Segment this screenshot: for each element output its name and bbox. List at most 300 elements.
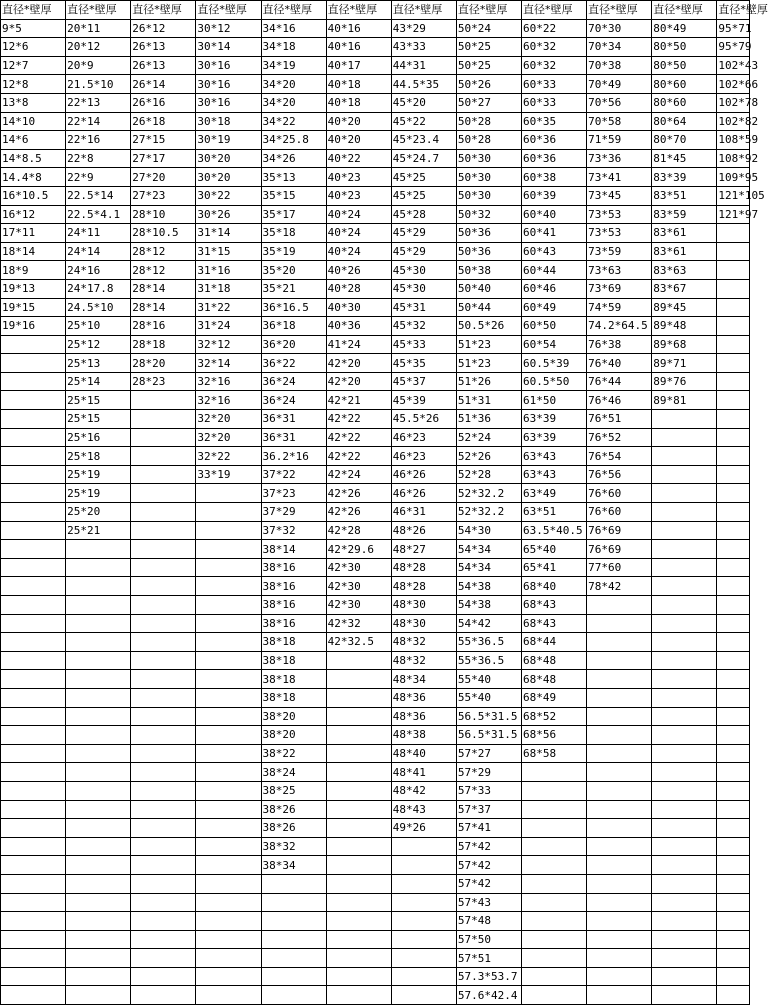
table-cell	[717, 521, 750, 540]
table-cell: 60*36	[522, 149, 587, 168]
table-cell	[66, 893, 131, 912]
table-cell: 40*18	[326, 75, 391, 94]
table-cell	[196, 930, 261, 949]
table-cell	[66, 912, 131, 931]
table-cell: 48*36	[391, 707, 456, 726]
table-cell	[131, 726, 196, 745]
table-cell: 38*18	[261, 688, 326, 707]
table-cell: 54*34	[456, 558, 521, 577]
table-cell: 40*17	[326, 56, 391, 75]
table-cell	[326, 874, 391, 893]
table-cell	[326, 688, 391, 707]
table-cell: 24*17.8	[66, 279, 131, 298]
table-cell: 24*14	[66, 242, 131, 261]
table-cell: 42*30	[326, 577, 391, 596]
table-cell: 65*41	[522, 558, 587, 577]
table-cell: 108*59	[717, 131, 750, 150]
table-cell	[717, 261, 750, 280]
table-cell	[717, 484, 750, 503]
table-cell: 37*22	[261, 465, 326, 484]
table-cell: 28*16	[131, 317, 196, 336]
table-cell	[717, 819, 750, 838]
table-cell: 73*63	[587, 261, 652, 280]
table-cell: 38*32	[261, 837, 326, 856]
column-header: 直径*壁厚	[131, 1, 196, 20]
table-cell: 60*41	[522, 224, 587, 243]
table-cell	[1, 558, 66, 577]
table-cell: 57*41	[456, 819, 521, 838]
table-cell	[131, 651, 196, 670]
table-cell: 26*13	[131, 56, 196, 75]
table-cell: 52*24	[456, 428, 521, 447]
table-cell: 37*32	[261, 521, 326, 540]
table-cell	[587, 633, 652, 652]
table-cell: 45*30	[391, 279, 456, 298]
table-cell: 40*24	[326, 205, 391, 224]
table-cell: 51*23	[456, 335, 521, 354]
table-cell	[717, 298, 750, 317]
table-cell: 45*32	[391, 317, 456, 336]
table-cell	[326, 707, 391, 726]
table-cell	[652, 447, 717, 466]
table-body	[1, 19, 765, 1004]
table-cell: 42*29.6	[326, 540, 391, 559]
table-cell: 63*43	[522, 447, 587, 466]
table-cell: 89*48	[652, 317, 717, 336]
table-cell: 83*59	[652, 205, 717, 224]
table-row	[1, 56, 750, 75]
table-cell	[717, 503, 750, 522]
table-cell: 34*19	[261, 56, 326, 75]
table-cell: 28*23	[131, 372, 196, 391]
table-cell	[66, 986, 131, 1005]
table-cell: 14*8.5	[1, 149, 66, 168]
table-cell	[131, 633, 196, 652]
table-cell: 54*34	[456, 540, 521, 559]
table-cell: 45*22	[391, 112, 456, 131]
table-cell: 73*36	[587, 149, 652, 168]
table-cell	[326, 912, 391, 931]
table-cell	[1, 391, 66, 410]
table-cell	[652, 577, 717, 596]
table-row	[1, 614, 750, 633]
table-cell	[196, 800, 261, 819]
table-cell: 45*28	[391, 205, 456, 224]
table-cell: 26*14	[131, 75, 196, 94]
table-cell: 48*40	[391, 744, 456, 763]
table-cell	[1, 372, 66, 391]
table-cell	[587, 707, 652, 726]
table-cell	[587, 670, 652, 689]
table-cell: 57.6*42.4	[456, 986, 521, 1005]
table-cell	[587, 874, 652, 893]
table-cell: 57*29	[456, 763, 521, 782]
table-cell	[131, 912, 196, 931]
table-cell: 19*15	[1, 298, 66, 317]
table-cell	[522, 949, 587, 968]
table-cell	[326, 930, 391, 949]
table-cell: 70*49	[587, 75, 652, 94]
table-cell	[587, 596, 652, 615]
table-cell	[717, 930, 750, 949]
table-cell: 57*37	[456, 800, 521, 819]
table-cell	[587, 856, 652, 875]
table-cell	[1, 503, 66, 522]
table-cell: 30*18	[196, 112, 261, 131]
table-cell: 25*19	[66, 484, 131, 503]
table-cell	[66, 744, 131, 763]
table-cell: 36*22	[261, 354, 326, 373]
table-cell	[1, 651, 66, 670]
table-cell: 55*40	[456, 688, 521, 707]
table-cell: 45*29	[391, 224, 456, 243]
table-row	[1, 726, 750, 745]
table-row	[1, 837, 750, 856]
table-cell	[326, 781, 391, 800]
table-cell: 60*36	[522, 131, 587, 150]
table-cell	[587, 930, 652, 949]
table-cell: 12*7	[1, 56, 66, 75]
table-cell: 68*48	[522, 670, 587, 689]
table-cell	[66, 577, 131, 596]
table-cell: 57*42	[456, 837, 521, 856]
table-cell: 38*18	[261, 633, 326, 652]
table-cell	[196, 503, 261, 522]
table-cell	[131, 577, 196, 596]
table-row	[1, 224, 750, 243]
table-cell: 89*76	[652, 372, 717, 391]
table-cell	[652, 819, 717, 838]
table-cell	[66, 726, 131, 745]
table-cell: 42*26	[326, 484, 391, 503]
table-cell: 80*50	[652, 38, 717, 57]
table-cell	[131, 874, 196, 893]
table-cell	[1, 930, 66, 949]
table-row	[1, 93, 750, 112]
table-cell	[66, 819, 131, 838]
table-cell	[717, 447, 750, 466]
table-cell	[522, 819, 587, 838]
table-cell	[196, 744, 261, 763]
table-cell	[652, 726, 717, 745]
table-cell: 25*14	[66, 372, 131, 391]
table-cell: 57*42	[456, 874, 521, 893]
table-cell	[131, 521, 196, 540]
table-cell: 76*44	[587, 372, 652, 391]
table-cell	[1, 800, 66, 819]
table-cell	[652, 688, 717, 707]
table-cell: 48*34	[391, 670, 456, 689]
table-row	[1, 391, 750, 410]
table-cell: 63.5*40.5	[522, 521, 587, 540]
table-cell: 42*22	[326, 428, 391, 447]
table-cell	[652, 912, 717, 931]
table-cell: 55*36.5	[456, 633, 521, 652]
table-cell: 22*9	[66, 168, 131, 187]
table-cell: 38*16	[261, 614, 326, 633]
table-cell: 25*20	[66, 503, 131, 522]
table-cell	[522, 837, 587, 856]
table-cell: 40*18	[326, 93, 391, 112]
table-row	[1, 819, 750, 838]
table-cell: 24*11	[66, 224, 131, 243]
table-row	[1, 893, 750, 912]
table-row	[1, 317, 750, 336]
table-cell: 63*39	[522, 428, 587, 447]
table-cell: 32*20	[196, 428, 261, 447]
table-cell: 48*30	[391, 596, 456, 615]
table-cell: 12*6	[1, 38, 66, 57]
table-cell: 38*16	[261, 577, 326, 596]
table-cell: 45*39	[391, 391, 456, 410]
table-cell	[522, 763, 587, 782]
table-cell: 38*26	[261, 800, 326, 819]
table-cell: 26*18	[131, 112, 196, 131]
table-cell: 51*23	[456, 354, 521, 373]
table-cell: 35*19	[261, 242, 326, 261]
table-cell	[1, 744, 66, 763]
table-cell	[717, 707, 750, 726]
table-cell: 50.5*26	[456, 317, 521, 336]
table-cell	[66, 837, 131, 856]
table-cell: 42*32.5	[326, 633, 391, 652]
table-cell: 60*46	[522, 279, 587, 298]
table-row	[1, 354, 750, 373]
table-cell	[652, 874, 717, 893]
table-row	[1, 688, 750, 707]
table-row	[1, 800, 750, 819]
table-cell: 35*13	[261, 168, 326, 187]
table-cell: 56.5*31.5	[456, 707, 521, 726]
table-cell: 43*29	[391, 19, 456, 38]
table-cell: 56.5*31.5	[456, 726, 521, 745]
table-cell: 81*45	[652, 149, 717, 168]
table-cell: 36*31	[261, 428, 326, 447]
table-row	[1, 242, 750, 261]
table-cell	[391, 837, 456, 856]
table-row	[1, 577, 750, 596]
table-cell	[66, 781, 131, 800]
table-cell: 30*20	[196, 168, 261, 187]
table-cell: 50*38	[456, 261, 521, 280]
table-cell: 76*38	[587, 335, 652, 354]
table-cell: 54*42	[456, 614, 521, 633]
table-cell	[1, 819, 66, 838]
table-cell	[326, 949, 391, 968]
table-cell	[652, 614, 717, 633]
table-cell: 57*51	[456, 949, 521, 968]
table-cell: 27*17	[131, 149, 196, 168]
table-cell: 60*44	[522, 261, 587, 280]
table-cell	[1, 781, 66, 800]
table-row	[1, 930, 750, 949]
table-cell: 63*49	[522, 484, 587, 503]
table-cell	[131, 763, 196, 782]
table-cell: 37*23	[261, 484, 326, 503]
table-cell: 51*36	[456, 410, 521, 429]
table-cell: 78*42	[587, 577, 652, 596]
table-cell	[196, 596, 261, 615]
table-cell: 14*6	[1, 131, 66, 150]
table-cell: 46*26	[391, 465, 456, 484]
table-cell	[587, 744, 652, 763]
table-cell	[652, 800, 717, 819]
table-cell: 76*51	[587, 410, 652, 429]
table-cell: 80*70	[652, 131, 717, 150]
table-cell	[196, 856, 261, 875]
table-cell: 9*5	[1, 19, 66, 38]
table-cell	[652, 410, 717, 429]
table-cell: 25*13	[66, 354, 131, 373]
table-cell	[1, 484, 66, 503]
table-cell: 57*33	[456, 781, 521, 800]
table-cell: 46*23	[391, 428, 456, 447]
table-cell	[196, 651, 261, 670]
table-cell: 60*39	[522, 186, 587, 205]
table-cell: 40*20	[326, 112, 391, 131]
table-cell: 36*24	[261, 391, 326, 410]
table-cell	[587, 614, 652, 633]
table-row	[1, 874, 750, 893]
table-cell: 65*40	[522, 540, 587, 559]
table-cell	[1, 447, 66, 466]
table-cell: 80*60	[652, 93, 717, 112]
table-cell	[652, 670, 717, 689]
table-cell: 45*37	[391, 372, 456, 391]
table-cell: 28*14	[131, 298, 196, 317]
table-cell	[131, 781, 196, 800]
table-cell: 40*23	[326, 168, 391, 187]
table-cell: 102*43	[717, 56, 750, 75]
table-cell: 54*38	[456, 577, 521, 596]
table-cell: 25*10	[66, 317, 131, 336]
table-cell: 83*63	[652, 261, 717, 280]
table-cell: 22*13	[66, 93, 131, 112]
table-cell	[131, 670, 196, 689]
table-cell	[131, 986, 196, 1005]
table-cell	[131, 967, 196, 986]
header-row	[1, 1, 750, 20]
table-cell: 45*25	[391, 168, 456, 187]
table-cell: 42*24	[326, 465, 391, 484]
table-cell: 80*64	[652, 112, 717, 131]
table-row	[1, 75, 750, 94]
table-cell: 40*16	[326, 19, 391, 38]
table-cell: 50*44	[456, 298, 521, 317]
table-cell	[1, 763, 66, 782]
table-cell: 76*69	[587, 540, 652, 559]
table-row	[1, 912, 750, 931]
table-cell: 35*20	[261, 261, 326, 280]
table-cell	[1, 856, 66, 875]
table-cell: 76*52	[587, 428, 652, 447]
table-cell	[717, 410, 750, 429]
table-cell	[652, 744, 717, 763]
table-cell	[522, 967, 587, 986]
table-cell	[391, 912, 456, 931]
table-cell	[391, 874, 456, 893]
table-cell	[717, 986, 750, 1005]
table-cell: 14.4*8	[1, 168, 66, 187]
table-row	[1, 596, 750, 615]
table-cell: 68*40	[522, 577, 587, 596]
table-cell: 31*16	[196, 261, 261, 280]
table-cell	[522, 856, 587, 875]
table-cell	[1, 465, 66, 484]
table-cell: 83*61	[652, 242, 717, 261]
table-cell: 42*28	[326, 521, 391, 540]
table-cell: 73*53	[587, 205, 652, 224]
table-row	[1, 651, 750, 670]
table-cell: 31*22	[196, 298, 261, 317]
table-cell: 18*14	[1, 242, 66, 261]
table-cell	[717, 837, 750, 856]
table-cell	[652, 558, 717, 577]
table-row	[1, 558, 750, 577]
table-cell	[196, 781, 261, 800]
table-cell: 32*16	[196, 372, 261, 391]
table-cell	[652, 781, 717, 800]
table-cell: 31*18	[196, 279, 261, 298]
table-cell: 32*12	[196, 335, 261, 354]
table-cell: 61*50	[522, 391, 587, 410]
table-cell: 30*19	[196, 131, 261, 150]
table-cell: 26*16	[131, 93, 196, 112]
table-cell	[717, 279, 750, 298]
table-row	[1, 131, 750, 150]
table-row	[1, 186, 750, 205]
table-cell: 27*15	[131, 131, 196, 150]
table-cell: 38*16	[261, 558, 326, 577]
table-cell: 42*30	[326, 596, 391, 615]
table-cell: 70*38	[587, 56, 652, 75]
table-cell	[717, 558, 750, 577]
table-cell: 60*50	[522, 317, 587, 336]
table-cell	[522, 800, 587, 819]
table-cell: 34*20	[261, 93, 326, 112]
table-cell: 42*30	[326, 558, 391, 577]
table-cell	[66, 670, 131, 689]
table-cell: 42*22	[326, 447, 391, 466]
table-cell	[1, 726, 66, 745]
table-cell	[652, 596, 717, 615]
table-cell: 26*12	[131, 19, 196, 38]
table-cell: 27*23	[131, 186, 196, 205]
table-cell: 48*43	[391, 800, 456, 819]
table-cell	[717, 317, 750, 336]
table-cell: 34*26	[261, 149, 326, 168]
table-cell	[326, 893, 391, 912]
table-row	[1, 261, 750, 280]
table-cell: 77*60	[587, 558, 652, 577]
table-cell: 30*16	[196, 75, 261, 94]
table-cell	[131, 484, 196, 503]
table-cell	[131, 540, 196, 559]
table-cell: 38*14	[261, 540, 326, 559]
table-cell	[652, 986, 717, 1005]
table-cell	[131, 410, 196, 429]
table-cell: 42*32	[326, 614, 391, 633]
table-row	[1, 410, 750, 429]
table-cell	[131, 837, 196, 856]
table-row	[1, 484, 750, 503]
table-cell	[196, 967, 261, 986]
table-cell: 89*71	[652, 354, 717, 373]
table-cell: 102*82	[717, 112, 750, 131]
table-cell	[131, 744, 196, 763]
table-cell: 45*25	[391, 186, 456, 205]
table-cell: 45*33	[391, 335, 456, 354]
